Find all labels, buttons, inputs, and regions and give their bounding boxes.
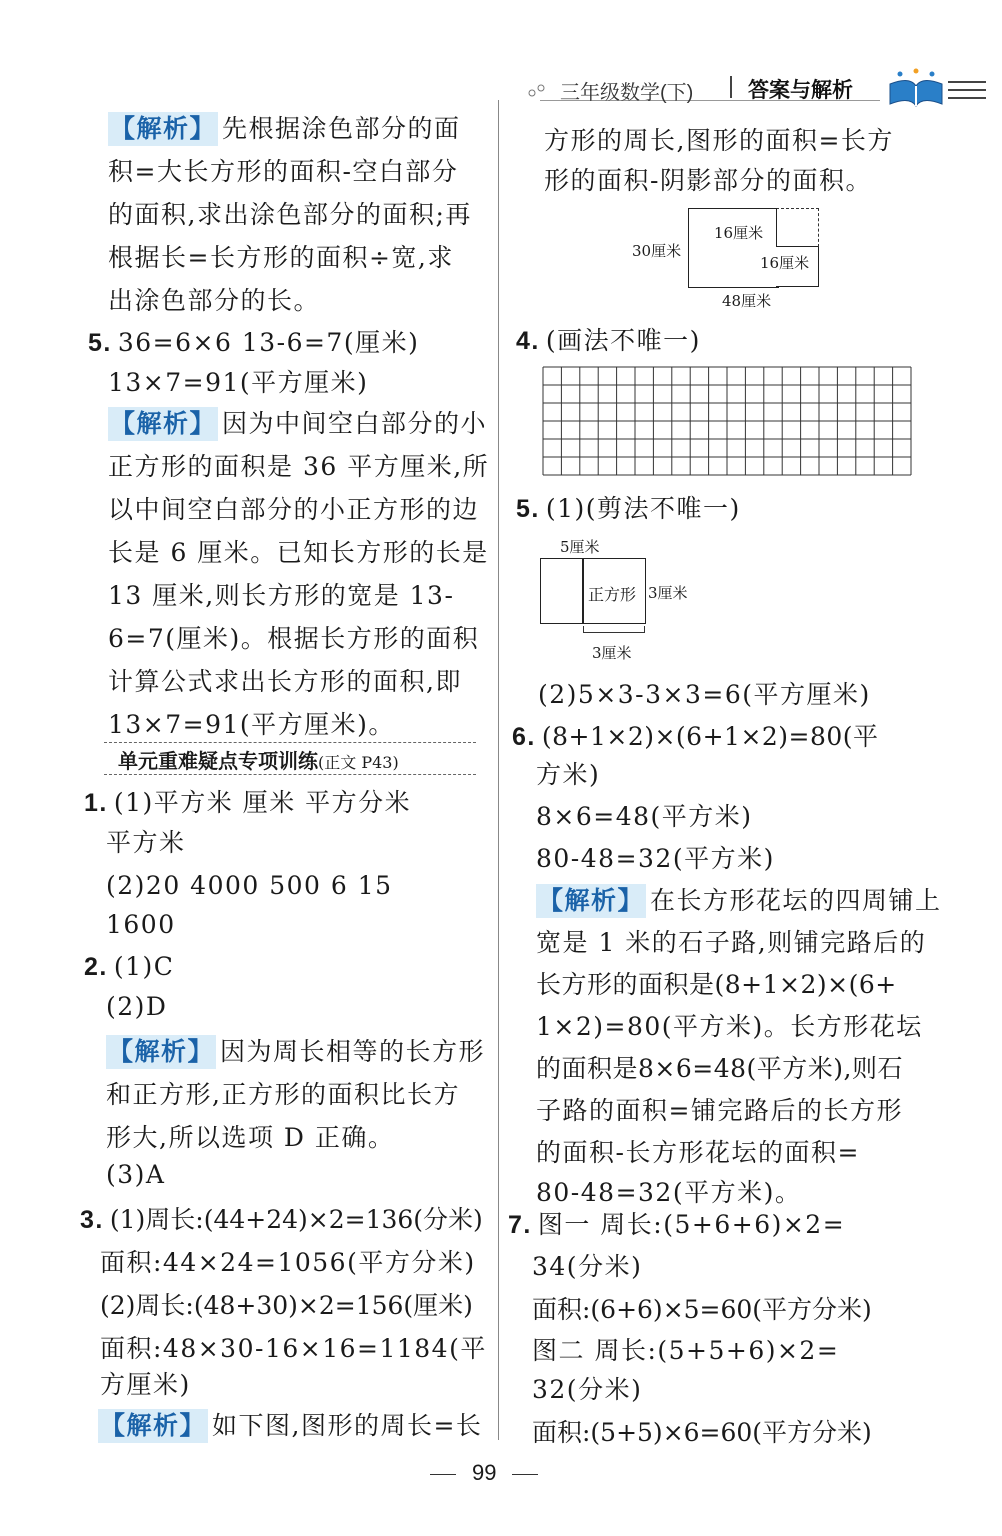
- text-line: (2)D: [106, 992, 168, 1021]
- header-separator: [730, 76, 732, 98]
- text-line: 宽是 1 米的石子路,则铺完路后的: [536, 928, 927, 957]
- fig2-divider: [582, 558, 584, 624]
- question-number: 5.: [516, 495, 540, 523]
- text-line: 的面积,求出涂色部分的面积;再: [108, 200, 472, 229]
- text-line: 面积:44×24=1056(平方分米): [100, 1248, 476, 1277]
- section-ref: (正文 P43): [318, 753, 399, 772]
- text-line: (2)周长:(48+30)×2=156(厘米): [100, 1291, 473, 1320]
- text-line: 形的面积-阴影部分的面积。: [544, 166, 872, 195]
- inner-square-bottom: [776, 246, 818, 247]
- drawing-grid: [542, 366, 912, 476]
- text-line: 长是 6 厘米。已知长方形的长是: [108, 538, 489, 567]
- text-line: 的面积是8×6=48(平方米),则石: [536, 1054, 903, 1083]
- text-line: 子路的面积=铺完路后的长方形: [536, 1096, 903, 1125]
- fig2-label-right: 3厘米: [648, 584, 688, 602]
- text-line: 6=7(厘米)。根据长方形的面积: [108, 624, 480, 653]
- header-book-title: 三年级数学(下): [560, 82, 694, 104]
- section-heading: [118, 745, 399, 774]
- text-line: 图二 周长:(5+5+6)×2=: [532, 1336, 840, 1365]
- fig2-bracket: [583, 626, 645, 633]
- text-line: 面积:48×30-16×16=1184(平: [100, 1334, 487, 1363]
- question-number: 4.: [516, 327, 540, 355]
- text-line: 13×7=91(平方厘米)。: [108, 710, 395, 739]
- text-line: 积=大长方形的面积-空白部分: [108, 157, 459, 186]
- text-line: 1600: [106, 910, 176, 939]
- fig1-label-right: 16厘米: [760, 254, 810, 272]
- question-line: 6. (8+1×2)×(6+1×2)=80(平: [512, 722, 879, 751]
- text-line: 【解析】 先根据涂色部分的面: [108, 112, 461, 146]
- analysis-tag: 【解析】: [98, 1409, 208, 1443]
- text-line: 80-48=32(平方米)。: [536, 1178, 802, 1207]
- text-line: 出涂色部分的长。: [108, 286, 321, 315]
- fig1-label-left: 30厘米: [632, 242, 682, 260]
- section-rule-top: [104, 742, 476, 743]
- text-line: 方形的周长,图形的面积=长方: [544, 126, 894, 155]
- text-line: 方厘米): [100, 1370, 191, 1399]
- analysis-tag: 【解析】: [536, 884, 646, 918]
- text-line: 13×7=91(平方厘米): [108, 368, 369, 397]
- text-line: 方米): [536, 760, 601, 789]
- question-line: 4. (画法不唯一): [516, 326, 701, 355]
- book-logo-icon: [880, 66, 990, 110]
- text-line: 长方形的面积是(8+1×2)×(6+: [536, 970, 897, 999]
- page-number: 99: [472, 1460, 497, 1485]
- column-divider: [498, 100, 499, 1440]
- header-section-title: 答案与解析: [748, 79, 853, 102]
- text-line: 的面积-长方形花坛的面积=: [536, 1138, 860, 1167]
- text-line: 以中间空白部分的小正方形的边: [108, 495, 480, 524]
- fig1-label-top: 16厘米: [714, 224, 764, 242]
- fig2-label-top: 5厘米: [560, 538, 600, 556]
- question-line: 3. (1)周长:(44+24)×2=136(分米): [80, 1205, 483, 1234]
- text-line: (2)5×3-3×3=6(平方厘米): [538, 680, 871, 709]
- question-number: 6.: [512, 723, 536, 751]
- text-line: 形大,所以选项 D 正确。: [106, 1123, 395, 1152]
- section-rule-bottom: [104, 774, 476, 775]
- analysis-tag: 【解析】: [108, 112, 218, 146]
- text-line: (3)A: [106, 1160, 166, 1189]
- text-line: 1×2)=80(平方米)。长方形花坛: [536, 1012, 923, 1041]
- text-line: 根据长=长方形的面积÷宽,求: [108, 243, 454, 272]
- question-number: 2.: [84, 953, 108, 981]
- question-number: 5.: [88, 329, 112, 357]
- text-line: 平方米: [106, 828, 186, 857]
- question-line: 5. (1)(剪法不唯一): [516, 494, 741, 523]
- text-line: 【解析】 如下图,图形的周长=长: [98, 1409, 482, 1443]
- text-line: 32(分米): [532, 1375, 643, 1404]
- text-line: 8×6=48(平方米): [536, 802, 753, 831]
- question-line: 1. (1)平方米 厘米 平方分米: [84, 788, 412, 817]
- inner-square-edges: [776, 208, 777, 246]
- text-line: 【解析】 在长方形花坛的四周铺上: [536, 884, 942, 918]
- question-line: 7. 图一 周长:(5+6+6)×2=: [508, 1210, 846, 1239]
- cut-square: [776, 208, 819, 247]
- fig1-label-bottom: 48厘米: [722, 292, 772, 310]
- text-line: 面积:(5+5)×6=60(平方分米): [532, 1418, 872, 1447]
- question-number: 3.: [80, 1206, 104, 1234]
- text-line: 80-48=32(平方米): [536, 844, 775, 873]
- text-line: (2)20 4000 500 6 15: [106, 871, 393, 900]
- text-line: 34(分米): [532, 1252, 643, 1281]
- analysis-tag: 【解析】: [108, 407, 218, 441]
- section-title: 单元重难疑点专项训练: [118, 751, 318, 773]
- text-line: 【解析】 因为中间空白部分的小: [108, 407, 487, 441]
- page-number-dash-right: [512, 1474, 538, 1475]
- question-number: 7.: [508, 1211, 532, 1239]
- text-line: 正方形的面积是 36 平方厘米,所: [108, 452, 490, 481]
- dots-icon: [528, 83, 546, 97]
- text-line: 【解析】 因为周长相等的长方形: [106, 1035, 485, 1069]
- header-dots: [528, 82, 546, 96]
- page-number-dash-left: [430, 1474, 456, 1475]
- question-line: 2. (1)C: [84, 952, 175, 981]
- text-line: 面积:(6+6)×5=60(平方分米): [532, 1295, 872, 1324]
- text-line: 13 厘米,则长方形的宽是 13-: [108, 581, 455, 610]
- text-line: 和正方形,正方形的面积比长方: [106, 1080, 460, 1109]
- question-line: 5. 36=6×6 13-6=7(厘米): [88, 328, 420, 357]
- text-line: 计算公式求出长方形的面积,即: [108, 667, 462, 696]
- fig2-label-bottom: 3厘米: [592, 644, 632, 662]
- analysis-tag: 【解析】: [106, 1035, 216, 1069]
- fig2-square-label: 正方形: [588, 585, 637, 604]
- question-number: 1.: [84, 789, 108, 817]
- outer-rectangle: [688, 208, 779, 288]
